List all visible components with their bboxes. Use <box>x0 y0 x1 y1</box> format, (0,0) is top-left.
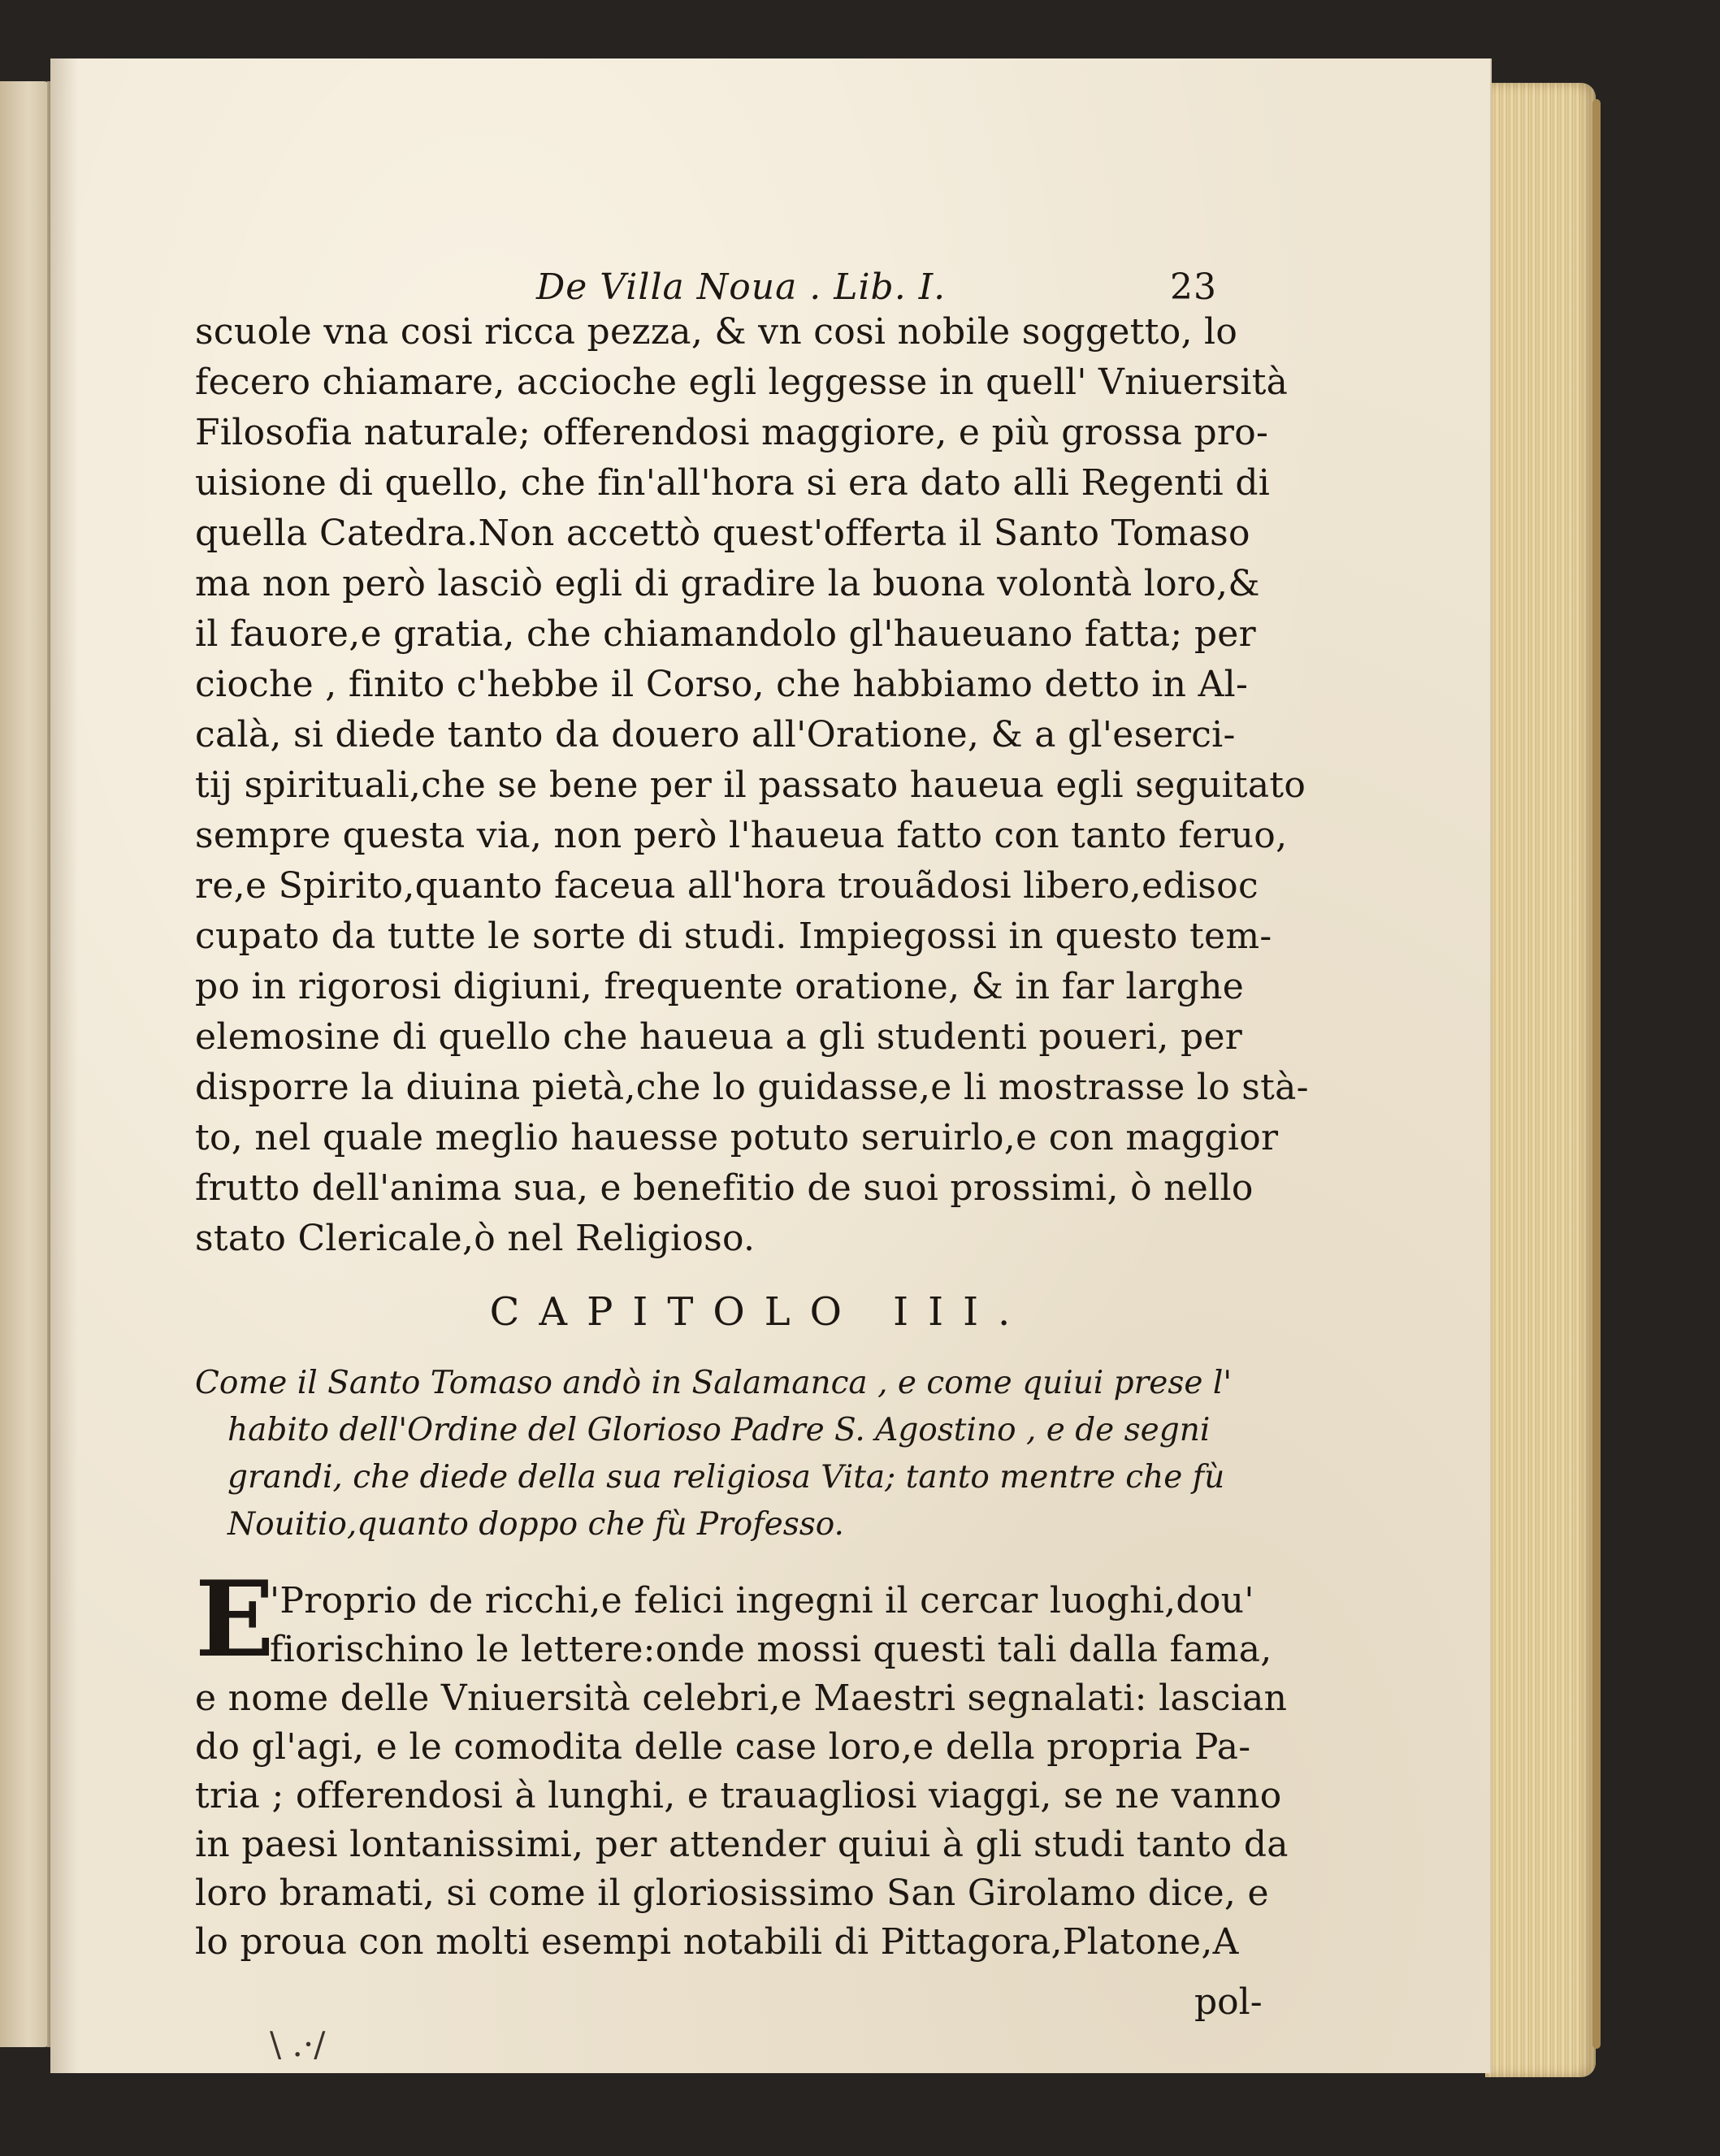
ink-marks: \ .·/ <box>270 2024 326 2064</box>
paragraph-line: e nome delle Vniuersità celebri,e Maestri segnalati: lascian <box>195 1678 1288 1719</box>
catchword: pol- <box>1194 1981 1263 2023</box>
chapter-heading: CAPITOLO III. <box>489 1289 1030 1335</box>
body-line: frutto dell'anima sua, e benefitio de suoi prossimi, ò nello <box>195 1167 1254 1209</box>
book-fore-edge <box>1485 83 1596 2077</box>
body-line: sempre questa via, non però l'haueua fatto con tanto feruo, <box>195 815 1288 856</box>
body-line: disporre la diuina pietà,che lo guidasse,e li mostrasse lo stà- <box>195 1067 1309 1108</box>
paragraph-line: fiorischino le lettere:onde mossi questi tali dalla fama, <box>270 1629 1272 1670</box>
paragraph-line: in paesi lontanissimi, per attender quiui à gli studi tanto da <box>195 1824 1289 1865</box>
body-line: calà, si diede tanto da douero all'Oratione, & a gl'eserci- <box>195 714 1236 755</box>
body-line: cupato da tutte le sorte di studi. Impiegossi in questo tem- <box>195 916 1272 957</box>
paragraph-line: tria ; offerendosi à lunghi, e trauagliosi viaggi, se ne vanno <box>195 1775 1282 1816</box>
chapter-summary-line: Nouitio,quanto doppo che fù Professo. <box>227 1506 844 1543</box>
body-line: stato Clericale,ò nel Religioso. <box>195 1218 756 1259</box>
body-line: fecero chiamare, accioche egli leggesse in quell' Vniuersità <box>195 361 1289 403</box>
paragraph-line: loro bramati, si come il gloriosissimo San Girolamo dice, e <box>195 1872 1269 1914</box>
paragraph-line: lo proua con molti esempi notabili di Pittagora,Platone,A <box>195 1921 1239 1963</box>
body-line: uisione di quello, che fin'all'hora si era dato alli Regenti di <box>195 462 1271 504</box>
paragraph-line: do gl'agi, e le comodita delle case loro,e della propria Pa- <box>195 1726 1251 1768</box>
body-line: il fauore,e gratia, che chiamandolo gl'haueuano fatta; per <box>195 613 1256 655</box>
body-line: cioche , finito c'hebbe il Corso, che habbiamo detto in Al- <box>195 664 1249 705</box>
page-number: 23 <box>1170 266 1217 308</box>
chapter-summary-line: Come il Santo Tomaso andò in Salamanca , e come quiui prese l' <box>195 1365 1233 1401</box>
body-line: elemosine di quello che haueua a gli studenti poueri, per <box>195 1016 1243 1058</box>
body-line: tij spirituali,che se bene per il passato haueua egli seguitato <box>195 764 1306 806</box>
body-line: to, nel quale meglio hauesse potuto seruirlo,e con maggior <box>195 1117 1279 1158</box>
book-fore-edge-trim <box>1592 99 1601 2049</box>
book-page <box>50 58 1490 2073</box>
body-line: scuole vna cosi ricca pezza, & vn cosi nobile soggetto, lo <box>195 311 1238 353</box>
paragraph-line: 'Proprio de ricchi,e felici ingegni il cercar luoghi,dou' <box>270 1580 1254 1621</box>
body-line: Filosofia naturale; offerendosi maggiore, e più grossa pro- <box>195 412 1269 453</box>
page-gutter-shadow <box>50 58 78 2073</box>
body-line: re,e Spirito,quanto faceua all'hora trouãdosi libero,edisoc <box>195 865 1259 907</box>
chapter-summary-line: grandi, che diede della sua religiosa Vita; tanto mentre che fù <box>227 1459 1225 1496</box>
body-line: po in rigorosi digiuni, frequente oratione, & in far larghe <box>195 966 1245 1007</box>
body-line: quella Catedra.Non accettò quest'offerta il Santo Tomaso <box>195 513 1250 554</box>
chapter-summary-line: habito dell'Ordine del Glorioso Padre S. Agostino , e de segni <box>227 1412 1211 1448</box>
body-line: ma non però lasciò egli di gradire la buona volontà loro,& <box>195 563 1260 604</box>
drop-cap-initial: E <box>195 1559 275 1681</box>
facing-page-edge <box>0 81 52 2047</box>
running-head-title: De Villa Noua . Lib. I. <box>536 266 947 308</box>
